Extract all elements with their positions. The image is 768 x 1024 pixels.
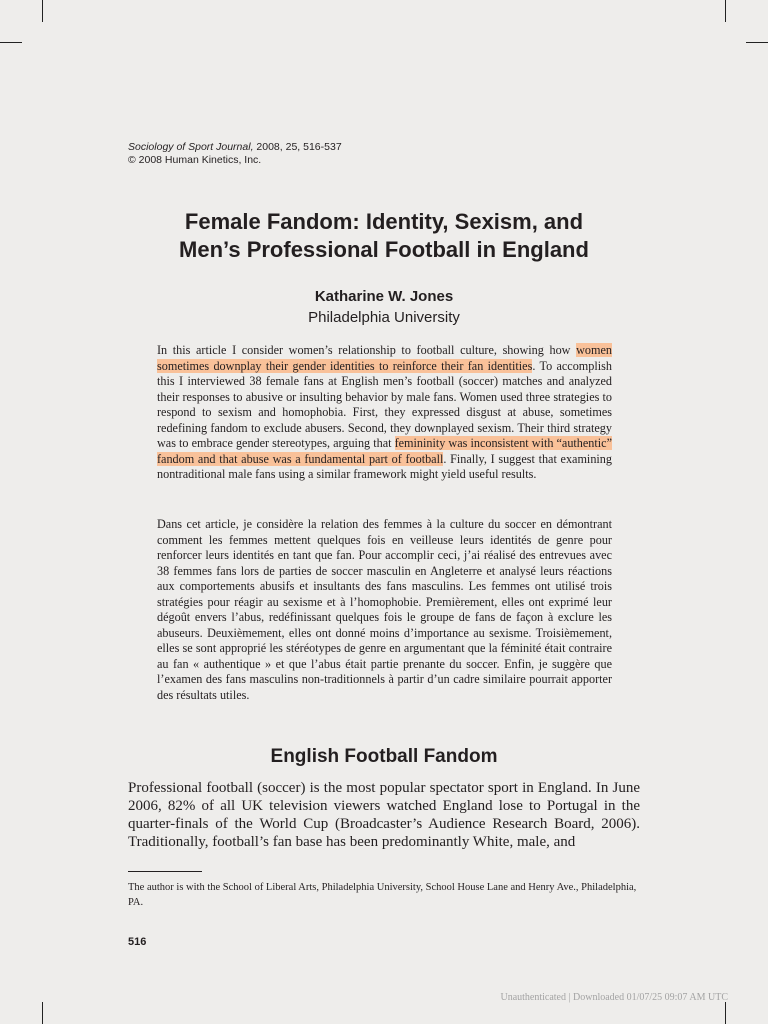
author-name: Katharine W. Jones bbox=[314, 288, 454, 305]
title-line-2: Men’s Professional Football in England bbox=[179, 237, 589, 262]
crop-mark bbox=[42, 1002, 43, 1024]
crop-mark bbox=[0, 42, 22, 43]
abstract-english bbox=[157, 343, 612, 483]
journal-name: Sociology of Sport Journal, bbox=[128, 141, 254, 153]
crop-mark bbox=[746, 42, 768, 43]
journal-citation bbox=[128, 141, 342, 154]
journal-volume: 2008, 25, 516-537 bbox=[253, 141, 342, 153]
journal-info bbox=[128, 141, 342, 167]
article-title bbox=[100, 208, 668, 264]
abstract-text: . To accomplish this I interviewed 38 female fans at English men’s football (soccer) matches and analyzed their responses to abusive or insulting behavior by male fans. Women used three strategies to respond to sexism and homophobia. First, they expressed disgust at abuse, sometimes redefining fandom to exclude abusers. Second, they downplayed sexism. Their third strategy was to embrace gender stereotypes, arguing that bbox=[157, 358, 612, 450]
highlighted-text: femininity was inconsistent with “authentic” fandom and that abuse was a fundamental part of football bbox=[157, 436, 612, 466]
journal-copyright: © 2008 Human Kinetics, Inc. bbox=[128, 154, 262, 166]
download-watermark: Unauthenticated | Downloaded 01/07/25 09:07 AM UTC bbox=[500, 992, 728, 1003]
abstract-text: In this article I consider women’s relationship to football culture, showing how bbox=[157, 343, 577, 357]
body-paragraph: Professional football (soccer) is the most popular spectator sport in England. In June 2006, 82% of all UK television viewers watched England lose to Portugal in the quarter-finals of the World Cup (Broadcaster’s Audience Research Board, 2006). Traditionally, football’s fan base has been predominantly White, male, and bbox=[128, 780, 640, 850]
author-affiliation: Philadelphia University bbox=[308, 309, 460, 326]
crop-mark bbox=[725, 0, 726, 22]
abstract-french: Dans cet article, je considère la relation des femmes à la culture du soccer en démontrant comment les femmes mettent quelques fois en veilleuse leurs identités de genre pour renforcer leurs identités en tant que fan. Pour accomplir ceci, j’ai réalisé des entrevues avec 38 femmes fans lors de parties de soccer masculin en Angleterre et analysé leurs réactions aux comportements abusifs et insultants des fans masculins. Les femmes ont utilisé trois stratégies pour réagir au sexisme et à l’homophobie. Premièrement, elles ont exprimé leur dégoût envers l’abus, redéfinissant quelques fois le groupe de fans de façon à exclure les abuseurs. Deuxièmement, elles ont donné moins d’importance au sexisme. Troisièmement, elles se sont approprié les stéréotypes de genre en argumentant que la féminité était contraire au fan « authentique » et que l’abus était partie prenante du soccer. Enfin, je suggère que l’examen des fans masculins non-traditionnels à partir d’un cadre similaire pourrait apporter des résultats utiles. bbox=[157, 517, 612, 702]
section-heading: English Football Fandom bbox=[270, 746, 498, 767]
crop-mark bbox=[42, 0, 43, 22]
page-number: 516 bbox=[128, 936, 147, 948]
footnote: The author is with the School of Liberal Arts, Philadelphia University, School House Lane and Henry Ave., Philadelphia, PA. bbox=[128, 882, 637, 908]
title-line-1: Female Fandom: Identity, Sexism, and bbox=[184, 209, 584, 234]
footnote-rule bbox=[128, 871, 202, 872]
abstract-text: . Finally, I suggest that examining nontraditional male fans using a similar framework might yield useful results. bbox=[157, 451, 612, 481]
crop-mark bbox=[725, 1002, 726, 1024]
highlighted-text: women sometimes downplay their gender identities to reinforce their fan identities bbox=[157, 343, 612, 373]
